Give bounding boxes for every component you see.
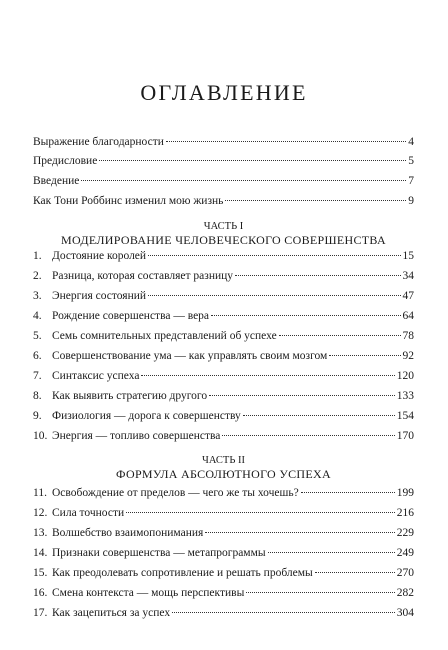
toc-entry[interactable] (33, 606, 414, 620)
entry-title: Рождение совершенства — вера (52, 310, 210, 322)
chapter-number: 14. (33, 547, 48, 559)
entry-title: Предисловие (33, 155, 98, 167)
entry-page: 7 (408, 175, 414, 187)
dot-leader (222, 435, 394, 436)
entry-title: Как зацепиться за успех (52, 607, 171, 619)
dot-leader (315, 572, 395, 573)
entry-page: 92 (402, 350, 414, 362)
dot-leader (246, 592, 394, 593)
chapter-number: 15. (33, 567, 48, 579)
toc-entry[interactable] (33, 349, 414, 363)
entry-page: 15 (402, 250, 414, 262)
dot-leader (126, 512, 395, 513)
toc-entry[interactable] (33, 269, 414, 283)
chapter-number: 4. (33, 310, 42, 322)
entry-title: Смена контекста — мощь перспективы (52, 587, 245, 599)
toc-entry[interactable] (33, 506, 414, 520)
chapter-number: 6. (33, 350, 42, 362)
part-name: МОДЕЛИРОВАНИЕ ЧЕЛОВЕЧЕСКОГО СОВЕРШЕНСТВА (61, 233, 386, 247)
entry-page: 216 (396, 507, 414, 519)
dot-leader (301, 492, 395, 493)
toc-entry[interactable] (33, 409, 414, 423)
entry-title: Семь сомнительных представлений об успехе (52, 330, 277, 342)
chapter-number: 17. (33, 607, 48, 619)
dot-leader (268, 552, 395, 553)
entry-title: Совершенствование ума — как управлять своим мозгом (52, 350, 328, 362)
entry-title: Как преодолевать сопротивление и решать проблемы (52, 567, 313, 579)
entry-title: Энергия — топливо совершенства (52, 430, 221, 442)
entry-title: Введение (33, 175, 80, 187)
entry-page: 64 (402, 310, 414, 322)
chapter-number: 1. (33, 250, 42, 262)
entry-page: 4 (408, 136, 414, 148)
part-heading (33, 454, 414, 482)
entry-page: 133 (396, 390, 414, 402)
entry-title: Разница, которая составляет разницу (52, 270, 234, 282)
toc-entry[interactable] (33, 249, 414, 263)
entry-title: Физиология — дорога к совершенству (52, 410, 241, 422)
dot-leader (211, 315, 400, 316)
entry-title: Признаки совершенства — метапрограммы (52, 547, 266, 559)
entry-page: 120 (396, 370, 414, 382)
toc-entry[interactable] (33, 289, 414, 303)
toc-entry[interactable] (33, 194, 414, 208)
toc-entry[interactable] (33, 174, 414, 188)
chapter-number: 12. (33, 507, 48, 519)
toc-entry[interactable] (33, 309, 414, 323)
entry-page: 47 (402, 290, 414, 302)
chapter-number: 7. (33, 370, 42, 382)
entry-title: Сила точности (52, 507, 125, 519)
entry-title: Синтаксис успеха (52, 370, 140, 382)
entry-page: 270 (396, 567, 414, 579)
part-name: ФОРМУЛА АБСОЛЮТНОГО УСПЕХА (116, 467, 331, 481)
chapter-number: 2. (33, 270, 42, 282)
entry-title: Достояние королей (52, 250, 147, 262)
page-title: ОГЛАВЛЕНИЕ (140, 80, 308, 105)
dot-leader (148, 255, 400, 256)
entry-title: Выражение благодарности (33, 136, 164, 148)
entry-page: 34 (402, 270, 414, 282)
entry-page: 304 (396, 607, 414, 619)
dot-leader (166, 141, 406, 142)
dot-leader (225, 200, 406, 201)
toc-entry[interactable] (33, 526, 414, 540)
entry-title: Энергия состояний (52, 290, 147, 302)
dot-leader (172, 612, 395, 613)
dot-leader (141, 375, 394, 376)
chapter-number: 16. (33, 587, 48, 599)
entry-title: Как Тони Роббинс изменил мою жизнь (33, 195, 224, 207)
toc-entry[interactable] (33, 135, 414, 149)
part-heading (33, 220, 414, 248)
dot-leader (235, 275, 400, 276)
toc-entry[interactable] (33, 329, 414, 343)
entry-page: 9 (408, 195, 414, 207)
entry-page: 249 (396, 547, 414, 559)
dot-leader (81, 180, 406, 181)
chapter-number: 9. (33, 410, 42, 422)
dot-leader (243, 415, 395, 416)
chapter-number: 3. (33, 290, 42, 302)
toc-entry[interactable] (33, 429, 414, 443)
entry-page: 5 (408, 155, 414, 167)
toc-entry[interactable] (33, 566, 414, 580)
dot-leader (329, 355, 400, 356)
toc-entry[interactable] (33, 154, 414, 168)
dot-leader (205, 532, 394, 533)
entry-page: 170 (396, 430, 414, 442)
chapter-number: 13. (33, 527, 48, 539)
entry-page: 78 (402, 330, 414, 342)
entry-title: Освобождение от пределов — чего же ты хочешь? (52, 487, 299, 499)
toc-entry[interactable] (33, 389, 414, 403)
entry-page: 229 (396, 527, 414, 539)
entry-page: 154 (396, 410, 414, 422)
dot-leader (99, 160, 406, 161)
chapter-number: 5. (33, 330, 42, 342)
entry-title: Как выявить стратегию другого (52, 390, 208, 402)
toc-entry[interactable] (33, 369, 414, 383)
chapter-number: 8. (33, 390, 42, 402)
part-label: ЧАСТЬ II (202, 455, 245, 466)
part-label: ЧАСТЬ I (203, 221, 244, 232)
chapter-number: 11. (33, 487, 47, 499)
dot-leader (209, 395, 395, 396)
entry-page: 199 (396, 487, 414, 499)
dot-leader (279, 335, 401, 336)
dot-leader (148, 295, 400, 296)
entry-page: 282 (396, 587, 414, 599)
toc-entry[interactable] (33, 486, 414, 500)
entry-title: Волшебство взаимопонимания (52, 527, 204, 539)
chapter-number: 10. (33, 430, 48, 442)
toc-entry[interactable] (33, 586, 414, 600)
toc-entry[interactable] (33, 546, 414, 560)
